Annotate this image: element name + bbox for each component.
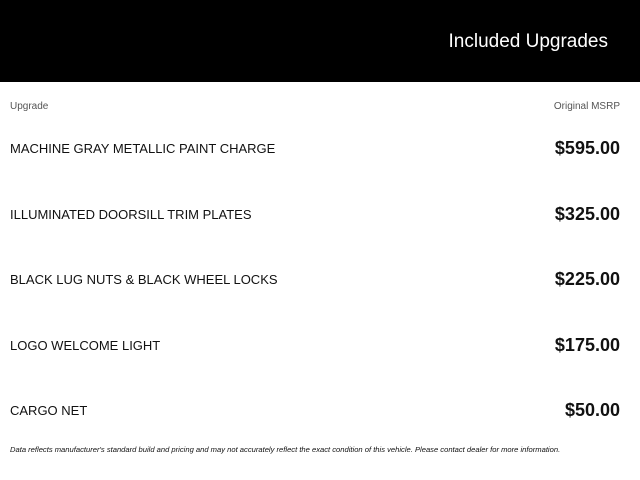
upgrade-row xyxy=(10,192,620,258)
upgrade-name: CARGO NET xyxy=(10,403,88,419)
upgrade-price: $595.00 xyxy=(554,138,620,158)
column-header-msrp: Original MSRP xyxy=(553,101,620,112)
upgrade-price: $325.00 xyxy=(554,203,620,224)
upgrade-row xyxy=(10,323,620,389)
upgrade-price: $225.00 xyxy=(554,269,620,290)
upgrade-name: LOGO WELCOME LIGHT xyxy=(10,337,161,353)
upgrades-list xyxy=(10,126,620,454)
header-bar xyxy=(0,0,640,82)
disclaimer-text: Data reflects manufacturer's standard build and pricing and may not accurately reflect the exact condition of this vehicle. Please contact dealer for more information. xyxy=(10,445,561,454)
upgrade-name: BLACK LUG NUTS & BLACK WHEEL LOCKS xyxy=(10,272,278,288)
upgrade-row xyxy=(10,126,620,192)
column-header-upgrade: Upgrade xyxy=(10,101,49,112)
upgrade-name: MACHINE GRAY METALLIC PAINT CHARGE xyxy=(10,141,276,156)
upgrade-price: $175.00 xyxy=(554,334,620,355)
column-headers xyxy=(10,100,620,114)
upgrade-row xyxy=(10,257,620,323)
upgrade-price: $50.00 xyxy=(564,400,620,421)
page-title: Included Upgrades xyxy=(448,31,608,52)
upgrade-name: ILLUMINATED DOORSILL TRIM PLATES xyxy=(10,206,252,222)
